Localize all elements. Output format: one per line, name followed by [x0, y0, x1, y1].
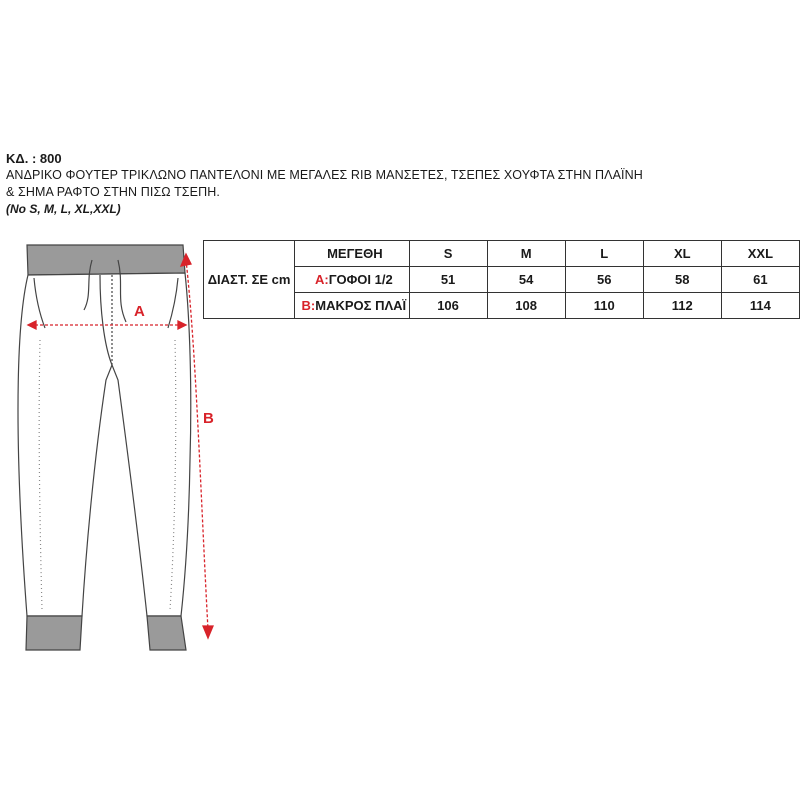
left-ankle-cuff: [26, 616, 82, 650]
hips-l: 56: [565, 267, 643, 293]
size-xxl: XXL: [721, 241, 799, 267]
product-description-line2: & ΣΗΜΑ ΡΑΦΤΟ ΣΤΗΝ ΠΙΣΩ ΤΣΕΠΗ.: [6, 185, 220, 199]
pants-technical-drawing: [0, 230, 230, 660]
size-xl: XL: [643, 241, 721, 267]
size-m: M: [487, 241, 565, 267]
product-header: [6, 150, 796, 218]
size-chart-table: [203, 240, 800, 319]
row-code-b: B:: [301, 298, 316, 313]
length-xl: 112: [643, 293, 721, 319]
size-header-row: [204, 241, 800, 267]
hips-xl: 58: [643, 267, 721, 293]
row-label-hips: [295, 267, 409, 293]
length-s: 106: [409, 293, 487, 319]
sizes-header: ΜΕΓΕΘΗ: [295, 241, 409, 267]
product-description-line1: ΑΝΔΡΙΚΟ ΦΟΥΤΕΡ ΤΡΙΚΛΩΝΟ ΠΑΝΤΕΛΟΝΙ ΜΕ ΜΕΓΑΛΕΣ RIB ΜΑΝΣΕΤΕΣ, ΤΣΕΠΕΣ ΧΟΥΦΤΑ ΣΤΗΝ ΠΛΑΪΝΗ: [6, 168, 643, 182]
measure-b-label: B: [203, 410, 214, 427]
row-name-hips: ΓΟΦΟΙ 1/2: [328, 272, 393, 287]
measure-a-label: A: [134, 303, 145, 320]
row-label-length: [295, 293, 409, 319]
size-l: L: [565, 241, 643, 267]
hips-m: 54: [487, 267, 565, 293]
hips-xxl: 61: [721, 267, 799, 293]
length-m: 108: [487, 293, 565, 319]
waistband: [27, 245, 185, 275]
unit-label: ΔΙΑΣΤ. ΣΕ cm: [204, 241, 295, 319]
product-code: ΚΔ. : 800: [6, 151, 62, 166]
available-sizes-note: (No S, M, L, XL,XXL): [6, 202, 121, 216]
hips-s: 51: [409, 267, 487, 293]
row-code-a: A:: [314, 272, 329, 287]
length-l: 110: [565, 293, 643, 319]
right-ankle-cuff: [147, 616, 186, 650]
length-xxl: 114: [721, 293, 799, 319]
size-s: S: [409, 241, 487, 267]
row-name-length: ΜΑΚΡΟΣ ΠΛΑΪ: [315, 298, 407, 313]
